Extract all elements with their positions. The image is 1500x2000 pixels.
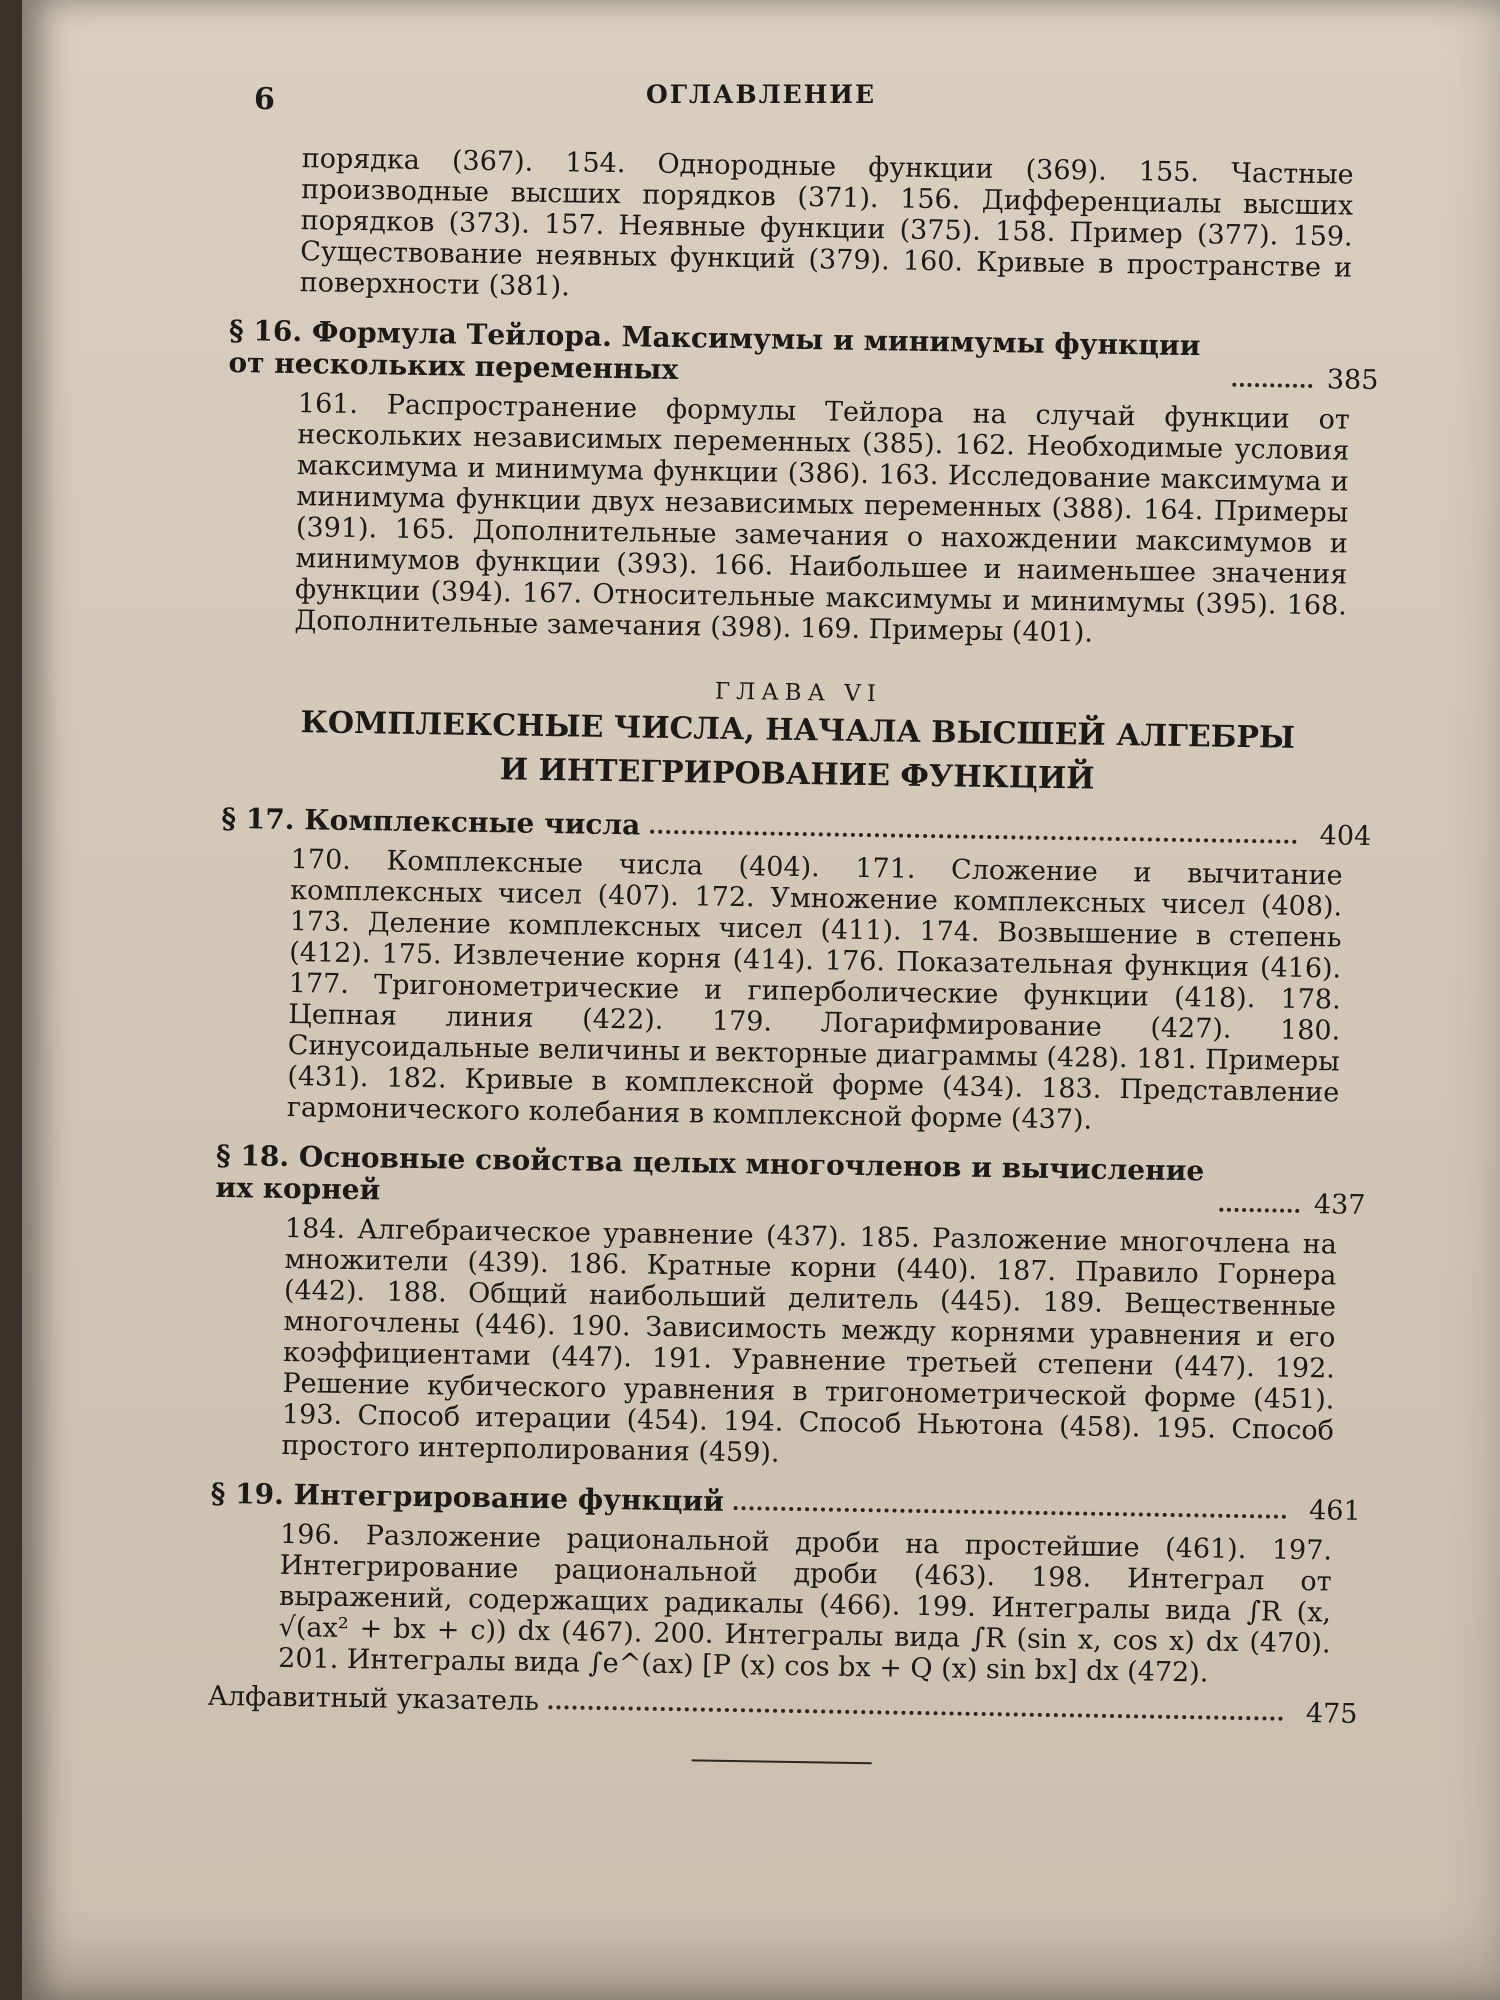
- section-heading: [215, 1140, 1366, 1222]
- section-page: 437: [1313, 1189, 1366, 1221]
- toc-section-19: [208, 1478, 1361, 1691]
- section-title: § 19. Интегрирование функций: [210, 1476, 725, 1518]
- section-body: 170. Комплексные числа (404). 171. Сложение и вычитание комплексных чисел (407). 172. Умножение комплексных чисел (408). 173. Деление комплексных чисел (411). 174. Возвышение в степень (412). 175. Извлечение корня (414). 176. Показательная функция (416). 177. Тригонометрические и гиперболические функции (418). 178. Цепная линия (422). 179. Логарифмирование (427). 180. Синусоидальные величины и векторные диаграммы (428). 181. Примеры (431). 182. Кривые в комплексной форме (434). 183. Представление гармонического колебания в комплексной форме (437).: [286, 844, 1343, 1136]
- index-page: 475: [1305, 1698, 1358, 1730]
- running-head-title: ОГЛАВЛЕНИЕ: [645, 80, 877, 109]
- section-page: 404: [1319, 820, 1372, 852]
- book-page: [22, 0, 1500, 2000]
- end-rule: [692, 1759, 872, 1764]
- section-title: § 18. Основные свойства целых многочленов и вычисление их корней: [215, 1138, 1205, 1207]
- page-number: 6: [254, 82, 275, 117]
- section-page: 385: [1326, 364, 1379, 397]
- section-title: § 17. Комплексные числа: [221, 801, 641, 842]
- toc-section-17: [217, 803, 1372, 1140]
- dot-leader: [549, 1705, 1283, 1721]
- chapter-heading: [222, 671, 1374, 803]
- dot-leader: [1220, 1208, 1300, 1213]
- chapter-title-line-2: И ИНТЕГРИРОВАНИЕ ФУНКЦИЙ: [499, 752, 1095, 797]
- chapter-title-line-1: КОМПЛЕКСНЫЕ ЧИСЛА, НАЧАЛА ВЫСШЕЙ АЛГЕБРЫ: [300, 705, 1296, 756]
- toc-section-18: [211, 1140, 1366, 1478]
- toc-section-16: [224, 315, 1379, 653]
- dot-leader: [1233, 383, 1313, 388]
- section-body: 161. Распространение формулы Тейлора на случай функции от нескольких независимых переменных (385). 162. Необходимые условия максимума и минимума функции (386). 163. Исследование максимума и минимума функции двух независимых переменных (388). 164. Примеры (391). 165. Дополнительные замечания о нахождении максимумов и минимумов функции (393). 166. Наибольшее и наименьшее значения функции (394). 167. Относительные максимумы и минимумы (395). 168. Дополнительные замечания (398). 169. Примеры (401).: [294, 388, 1351, 649]
- chapter-label: ГЛАВА VI: [714, 678, 883, 708]
- section-title: § 16. Формула Тейлора. Максимумы и минимумы функции от нескольких переменных: [228, 313, 1201, 387]
- index-title: Алфавитный указатель: [207, 1680, 540, 1718]
- section-heading: [228, 315, 1379, 397]
- running-head: [22, 74, 1500, 117]
- section-body: 184. Алгебраическое уравнение (437). 185. Разложение многочлена на множители (439). 186. Кратные корни (440). 187. Правило Горнера (442). 188. Общий наибольший делитель (445). 189. Вещественные многочлены (446). 190. Зависимость между корнями уравнения и его коэффициентами (447). 191. Уравнение третьей степени (447). 192. Решение кубического уравнения в тригонометрической форме (451). 193. Способ итерации (454). 194. Способ Ньютона (458). 195. Способ простого интерполирования (459).: [281, 1212, 1338, 1469]
- dot-leader: [734, 1506, 1287, 1519]
- continued-paragraph: порядка (367). 154. Однородные функции (369). 155. Частные производные высших порядков (371). 156. Дифференциалы высших порядков (373). 157. Неявные функции (375). 158. Пример (377). 159. Существование неявных функций (379). 160. Кривые в пространстве и поверхности (381).: [299, 143, 1354, 303]
- dot-leader: [650, 830, 1297, 844]
- section-body: 196. Разложение рациональной дроби на простейшие (461). 197. Интегрирование рациональной дроби (463). 198. Интеграл от выражений, содержащих радикалы (466). 199. Интегралы вида ∫R (x, √(ax² + bx + c)) dx (467). 200. Интегралы вида ∫R (sin x, cos x) dx (470). 201. Интегралы вида ∫e^(ax) [P (x) cos bx + Q (x) sin bx] dx (472).: [277, 1518, 1333, 1689]
- section-page: 461: [1308, 1495, 1361, 1527]
- toc-content: [207, 142, 1382, 1772]
